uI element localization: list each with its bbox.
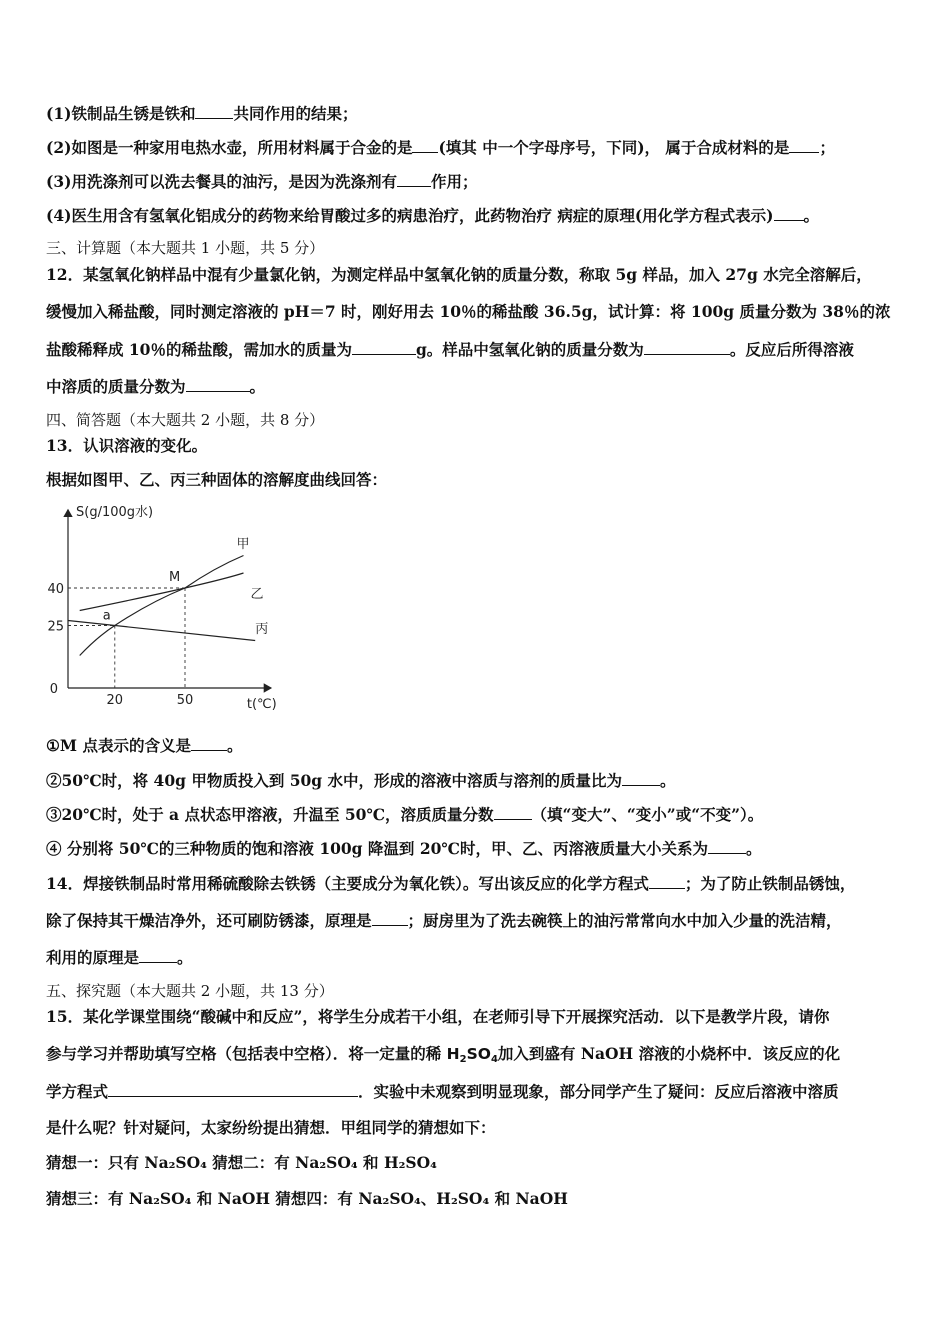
q13-sub4 xyxy=(46,838,761,859)
q12-l3-text3: 。反应后所得溶液 xyxy=(729,340,854,359)
q11-p1-text2: 共同作用的结果； xyxy=(233,104,358,123)
q13-intro: 根据如图甲、乙、丙三种固体的溶解度曲线回答： xyxy=(46,470,388,489)
q13-s1-text2: 。 xyxy=(226,736,243,755)
q12-line4 xyxy=(46,376,265,397)
q11-part4 xyxy=(46,205,819,226)
y-axis-label: S(g/100g水) xyxy=(76,505,154,520)
q12-line2: 缓慢加入稀盐酸，同时测定溶液的 pH＝7 时，刚好用去 10％的稀盐酸 36.5g，试计算：将 100g 质量分数为 38％的浓 xyxy=(46,302,891,321)
q15-line1: 15．某化学课堂围绕“酸碱中和反应”，将学生分成若干小组，在老师引导下开展探究活动．以下是教学片段，请你 xyxy=(46,1007,830,1026)
q15-line3 xyxy=(46,1081,839,1102)
q11-p2-text2: (填其 中一个字母序号，下同)， 属于合成材料的是 xyxy=(438,138,790,157)
q15-line4: 是什么呢？针对疑问，太家纷纷提出猜想．甲组同学的猜想如下： xyxy=(46,1118,496,1137)
q15-guess-3-4: 猜想三：有 Na₂SO₄ 和 NaOH 猜想四：有 Na₂SO₄、H₂SO₄ 和 NaOH xyxy=(46,1189,568,1208)
q14-line1 xyxy=(46,873,855,894)
q11-part3 xyxy=(46,171,477,192)
q13-sub3 xyxy=(46,804,763,825)
y-tick-label: 25 xyxy=(47,619,64,635)
answer-blank[interactable] xyxy=(352,339,416,355)
section-5-heading: 五、探究题（本大题共 2 小题，共 13 分） xyxy=(46,982,334,1000)
x-tick-label: 20 xyxy=(106,693,124,708)
q11-part2 xyxy=(46,137,835,158)
answer-blank[interactable] xyxy=(708,838,746,854)
q14-line2 xyxy=(46,910,842,931)
section-4-heading: 四、简答题（本大题共 2 小题，共 8 分） xyxy=(46,411,325,429)
answer-blank[interactable] xyxy=(397,171,431,187)
series-label: 甲 xyxy=(236,537,250,552)
q13-s4-text: ④ 分别将 50℃的三种物质的饱和溶液 100g 降温到 20℃时，甲、乙、丙溶液质量大小关系为 xyxy=(46,839,708,858)
q15-l2-text: 参与学习并帮助填写空格（包括表中空格）．将一定量的稀 xyxy=(46,1044,447,1063)
series-label: 乙 xyxy=(250,587,264,602)
q11-p3-text2: 作用； xyxy=(430,172,478,191)
q14-l3-text2: 。 xyxy=(177,948,193,967)
q13-s2-text: ②50℃时，将 40g 甲物质投入到 50g 水中，形成的溶液中溶质与溶剂的质量比为 xyxy=(46,771,623,790)
q11-p1-text: (1)铁制品生锈是铁和 xyxy=(46,104,196,123)
series-label: 丙 xyxy=(255,622,269,637)
curve-乙 xyxy=(80,573,244,611)
origin-label: 0 xyxy=(49,682,58,697)
q14-l2-text2: ；厨房里为了洗去碗筷上的油污常常向水中加入少量的洗洁精， xyxy=(407,911,842,930)
q13-s1-text: ①M 点表示的含义是 xyxy=(46,736,191,755)
y-tick-label: 40 xyxy=(47,582,64,597)
q12-l4-text: 中溶质的质量分数为 xyxy=(46,377,186,396)
section-3-heading: 三、计算题（本大题共 1 小题，共 5 分） xyxy=(46,239,325,257)
q11-p4-text2: 。 xyxy=(803,206,820,225)
answer-blank[interactable] xyxy=(649,873,685,889)
x-tick-label: 50 xyxy=(176,693,194,708)
q14-l2-text: 除了保持其干燥洁净外，还可刷防锈漆，原理是 xyxy=(46,911,372,930)
q12-l3-text2: g。样品中氢氧化钠的质量分数为 xyxy=(415,340,644,359)
q14-l1-text2: ；为了防止铁制品锈蚀， xyxy=(684,874,856,893)
q12-line1: 12．某氢氧化钠样品中混有少量氯化钠，为测定样品中氢氧化钠的质量分数，称取 5g 样品，加入 27g 水完全溶解后， xyxy=(46,265,872,284)
q14-line3 xyxy=(46,947,193,968)
q15-guess-1-2: 猜想一：只有 Na₂SO₄ 猜想二：有 Na₂SO₄ 和 H₂SO₄ xyxy=(46,1153,437,1172)
answer-blank[interactable] xyxy=(774,205,804,221)
q13-s4-text2: 。 xyxy=(745,839,762,858)
answer-blank[interactable] xyxy=(139,947,177,963)
answer-blank[interactable] xyxy=(108,1081,358,1097)
solubility-chart xyxy=(40,498,277,712)
h2so4-formula: $H_2SO_4$ xyxy=(446,1045,498,1065)
q11-p3-text: (3)用洗涤剂可以洗去餐具的油污，是因为洗涤剂有 xyxy=(46,172,397,191)
q13-sub1 xyxy=(46,735,242,756)
q12-l4-text2: 。 xyxy=(249,377,266,396)
answer-blank[interactable] xyxy=(494,804,532,820)
q13-title: 13．认识溶液的变化。 xyxy=(46,436,208,455)
q15-l3-text2: ．实验中未观察到明显现象，部分同学产生了疑问：反应后溶液中溶质 xyxy=(358,1082,839,1101)
q15-l2-text2: 加入到盛有 NaOH 溶液的小烧杯中．该反应的化 xyxy=(497,1044,841,1063)
x-axis-label: t(℃) xyxy=(246,697,277,712)
answer-blank[interactable] xyxy=(644,339,730,355)
answer-blank[interactable] xyxy=(191,735,227,751)
q12-line3 xyxy=(46,339,854,360)
q15-l3-text: 学方程式 xyxy=(46,1082,109,1101)
q13-s2-text2: 。 xyxy=(660,771,676,790)
answer-blank[interactable] xyxy=(789,137,819,153)
q11-p4-text: (4)医生用含有氢氧化铝成分的药物来给胃酸过多的病患治疗，此药物治疗 病症的原理(用化学方程式表示) xyxy=(46,206,774,225)
point-label-a: a xyxy=(102,608,111,624)
point-label-M: M xyxy=(169,570,181,585)
q14-l3-text: 利用的原理是 xyxy=(46,948,140,967)
curve-丙 xyxy=(68,621,255,641)
q15-line2 xyxy=(46,1044,840,1064)
answer-blank[interactable] xyxy=(372,910,408,926)
q11-part1 xyxy=(46,103,357,124)
q13-s3-text2: （填“变大”、“变小”或“不变”）。 xyxy=(531,805,764,824)
answer-blank[interactable] xyxy=(186,376,250,392)
answer-blank[interactable] xyxy=(412,137,438,153)
q14-l1-text: 14．焊接铁制品时常用稀硫酸除去铁锈（主要成分为氧化铁）。写出该反应的化学方程式 xyxy=(46,874,649,893)
answer-blank[interactable] xyxy=(195,103,233,119)
q13-s3-text: ③20℃时，处于 a 点状态甲溶液，升温至 50℃，溶质质量分数 xyxy=(46,805,494,824)
answer-blank[interactable] xyxy=(622,770,660,786)
q11-p2-text: (2)如图是一种家用电热水壶，所用材料属于合金的是 xyxy=(46,138,413,157)
q12-l3-text: 盐酸稀释成 10％的稀盐酸，需加水的质量为 xyxy=(46,340,352,359)
q13-sub2 xyxy=(46,770,676,791)
q11-p2-text3: ； xyxy=(819,138,835,157)
